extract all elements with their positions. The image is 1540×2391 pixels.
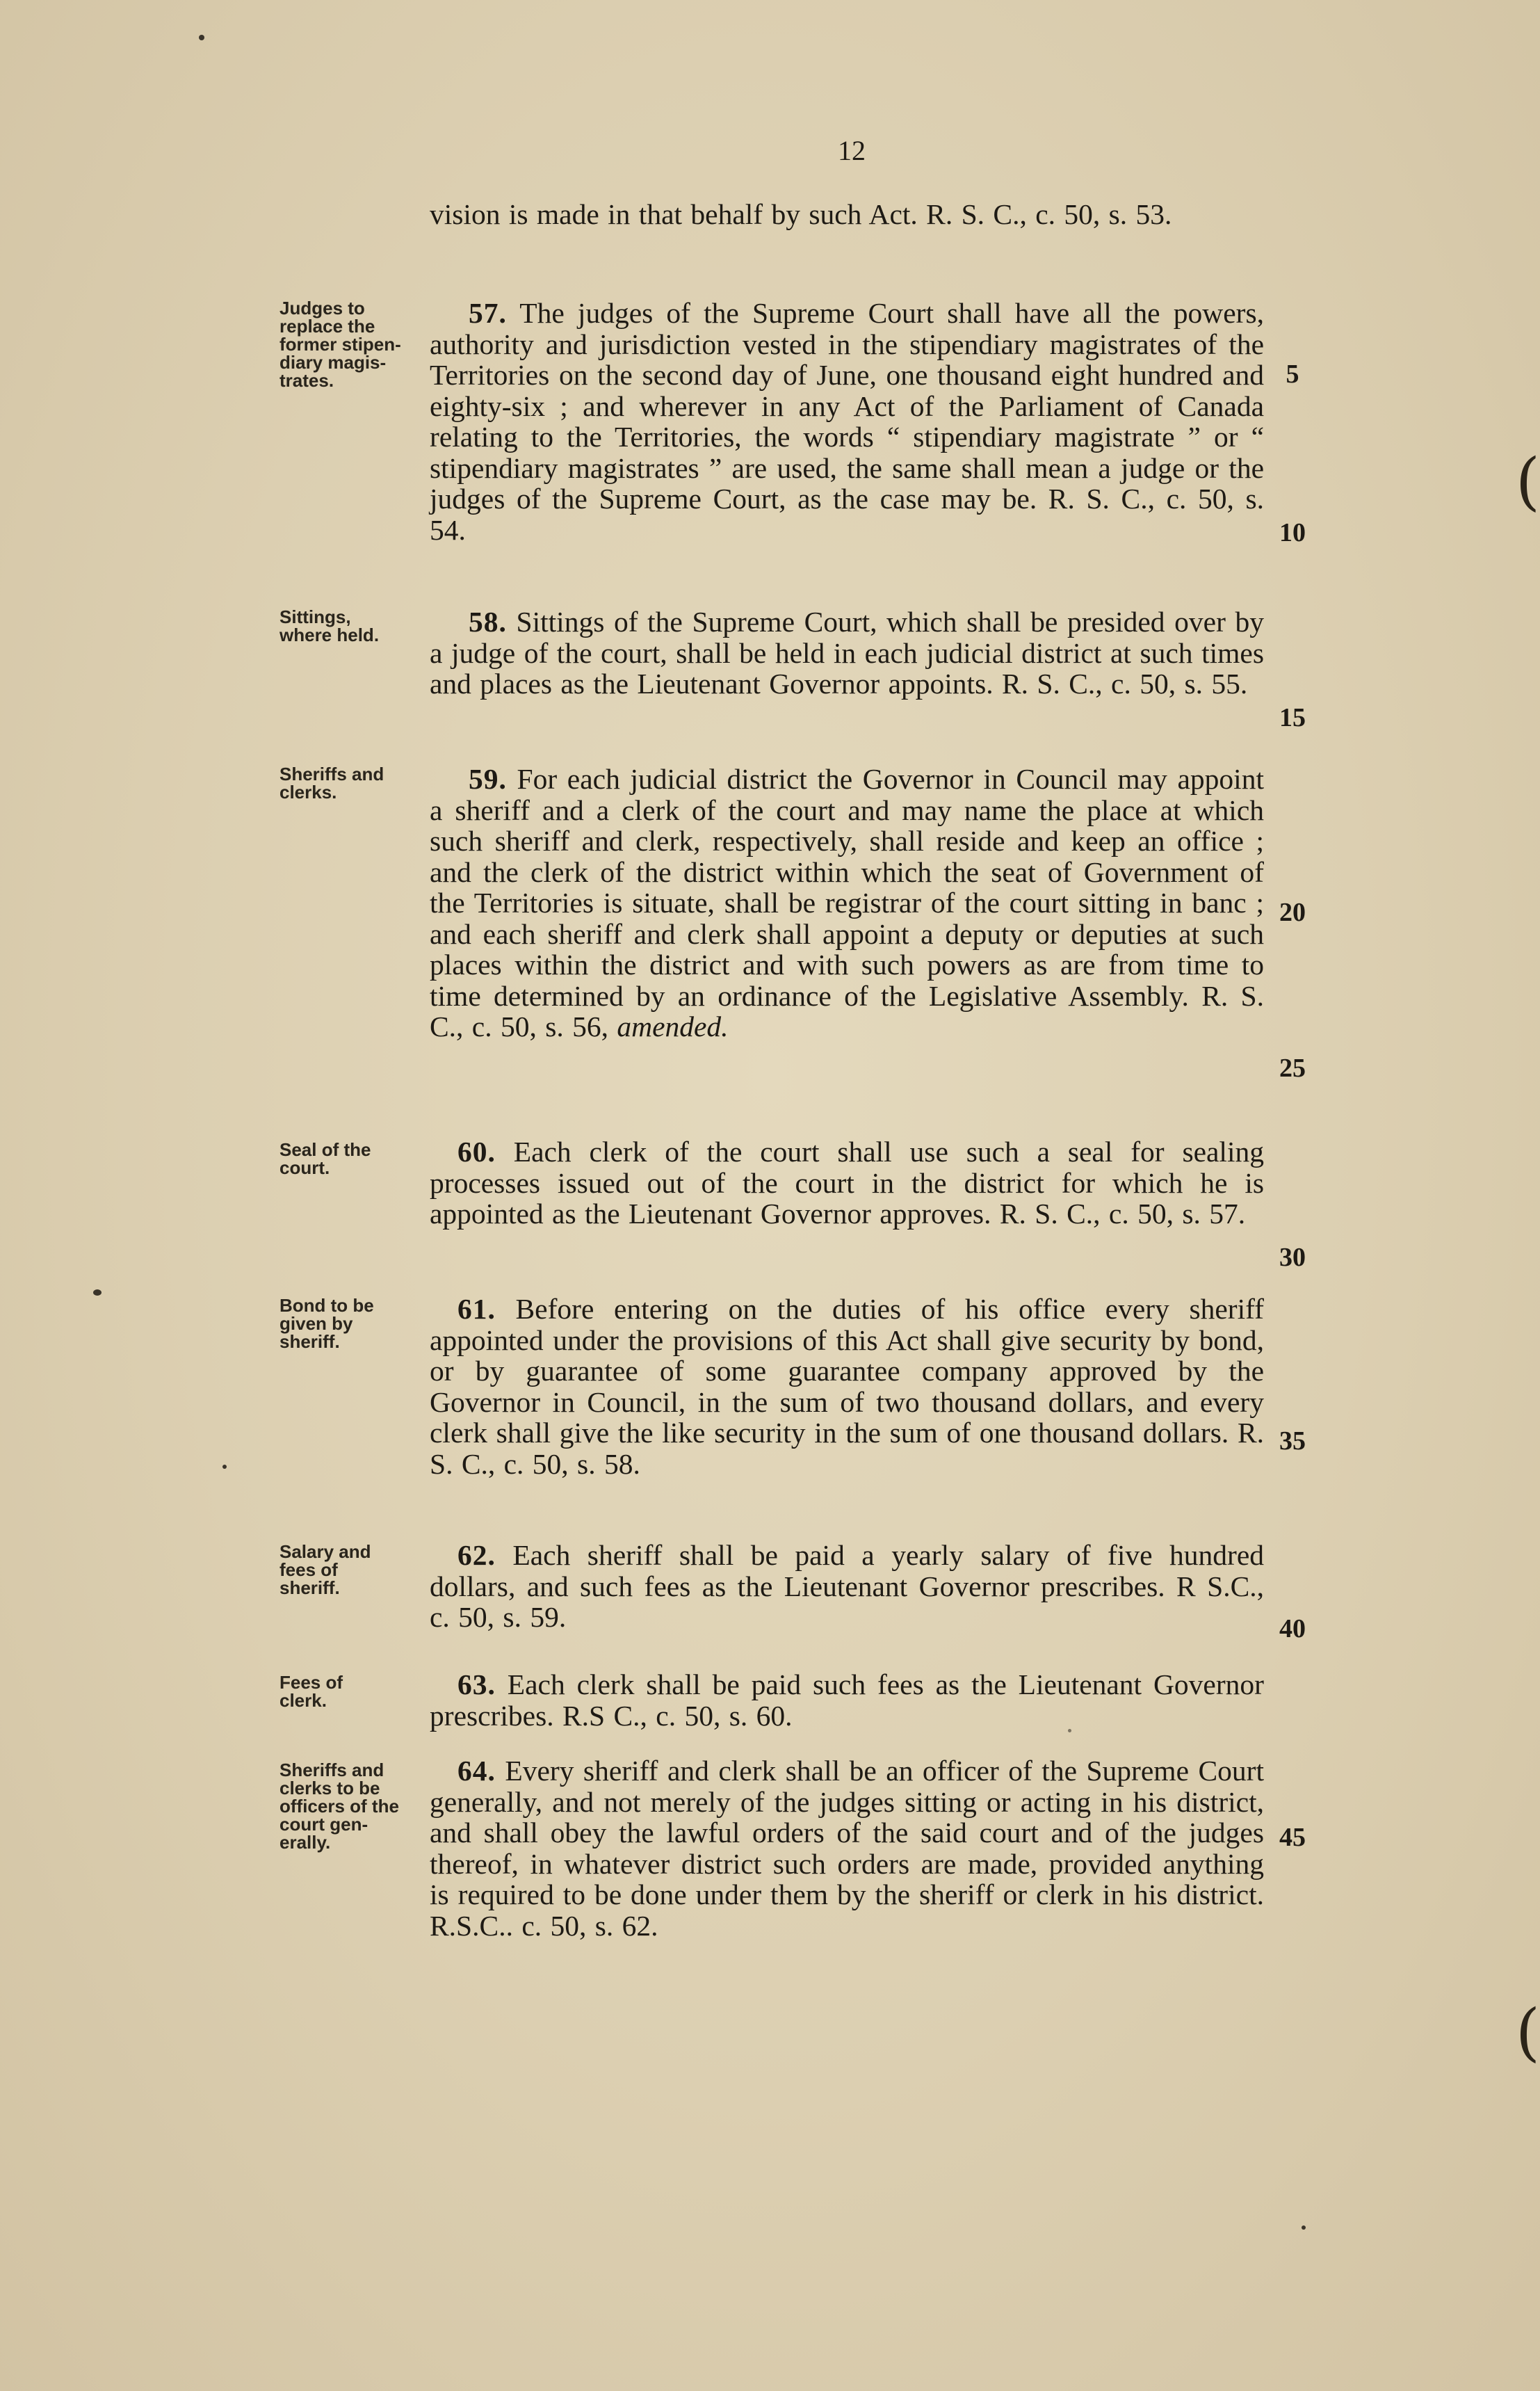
side-note-60: Seal of the court. — [279, 1139, 371, 1178]
side-note-61: Bond to be given by sheriff. — [279, 1295, 374, 1352]
side-note-59: Sheriffs and clerks. — [279, 764, 384, 803]
section-text: Before entering on the duties of his office every sheriff appointed under the provisions of this Act shall give security by bond, or by guarantee of some guarantee company approved by the Governor in Council, in the sum of two thousand dollars, and every clerk shall give the like security in the sum of one thousand dollars. R. S. C., c. 50, s. 58. — [430, 1293, 1265, 1480]
section-57-body — [430, 298, 1264, 545]
section-text: Each clerk shall be paid such fees as the Lieutenant Governor prescribes. R.S C., c. 50, s. 60. — [430, 1668, 1264, 1732]
section-number: 64. — [457, 1755, 496, 1787]
section-number: 61. — [457, 1293, 496, 1325]
continuation-text: vision is made in that behalf by such Act. R. S. C., c. 50, s. 53. — [430, 198, 1172, 230]
section-number: 63. — [457, 1668, 496, 1700]
section-58-body — [430, 606, 1264, 700]
paper-speck — [93, 1289, 102, 1296]
side-note-63: Fees of clerk. — [279, 1672, 343, 1711]
section-text: The judges of the Supreme Court shall have all the powers, authority and jurisdiction vested in the stipendiary magistrates of the Territories on the second day of June, one thousand eight hundred and eighty-six ; and wherever in any Act of the Parliament of Canada relating to the Territories, the words “ stipendiary magistrate ” or “ stipendiary magistrates ” are used, the same shall mean a judge or the judges of the Supreme Court, as the case may be. R. S. C., c. 50, s. 54. — [430, 297, 1264, 546]
page-edge-mark: ( — [1515, 445, 1540, 518]
amended-note: amended. — [617, 1011, 729, 1042]
line-number: 25 — [1279, 1054, 1306, 1083]
section-text: Each clerk of the court shall use such a seal for sealing processes issued out of the court in the district for which he is appointed as the Lieutenant Governor approves. R. S. C., c. 50, s. 57. — [430, 1136, 1264, 1230]
line-number: 30 — [1279, 1243, 1306, 1272]
section-61-body — [430, 1294, 1264, 1479]
section-number: 60. — [457, 1136, 496, 1168]
section-text: For each judicial district the Governor in Council may appoint a sheriff and a clerk of the court and may name the place at which such sheriff and clerk, respectively, shall reside and keep an office ; and the clerk of the district within which the seat of Government of the Territories is situate, shall be registrar of the court sitting in banc ; and each sheriff and clerk shall appoint a deputy or deputies at such places within the district and with such powers as are from time to time determined by an ordinance of the Legislative Assembly. R. S. C., c. 50, s. 56, — [430, 763, 1264, 1042]
section-text: Sittings of the Supreme Court, which shall be presided over by a judge of the court, shall be held in each judicial district at such times and places as the Lieutenant Governor appoints. R. S. C., c. 50, s. 55. — [430, 606, 1265, 700]
section-number: 58. — [469, 606, 507, 638]
section-63-body — [430, 1669, 1264, 1731]
paper-speck — [1068, 1729, 1071, 1732]
section-62-body — [430, 1540, 1264, 1633]
paper-speck — [199, 35, 204, 40]
section-60-body — [430, 1136, 1264, 1230]
section-number: 57. — [469, 297, 507, 329]
line-number: 45 — [1279, 1823, 1306, 1852]
line-number: 40 — [1279, 1614, 1306, 1643]
paper-speck — [1302, 2225, 1306, 2230]
section-number: 59. — [469, 763, 507, 795]
section-59-body — [430, 764, 1264, 1042]
line-number: 10 — [1279, 518, 1306, 547]
side-note-64: Sheriffs and clerks to be officers of the court gen- erally. — [279, 1760, 399, 1853]
line-number: 15 — [1279, 703, 1306, 732]
line-number: 35 — [1279, 1426, 1306, 1456]
section-number: 62. — [457, 1539, 496, 1571]
section-text: Every sheriff and clerk shall be an officer of the Supreme Court generally, and not merely of the judges sitting or acting in his district, and shall obey the lawful orders of the said court and of the judges thereof, in whatever district such orders are made, provided anything is required to be done under them by the sheriff or clerk in his district. R.S.C.. c. 50, s. 62. — [430, 1755, 1264, 1942]
paper-speck — [222, 1465, 227, 1469]
side-note-62: Salary and fees of sheriff. — [279, 1541, 371, 1598]
line-number: 5 — [1286, 360, 1299, 389]
side-note-57: Judges to replace the former stipen- diary magis- trates. — [279, 298, 401, 391]
section-64-body — [430, 1755, 1264, 1941]
page-edge-mark: ( — [1515, 1996, 1540, 2069]
page-number: 12 — [838, 135, 866, 166]
line-number: 20 — [1279, 898, 1306, 927]
section-text: Each sheriff shall be paid a yearly salary of five hundred dollars, and such fees as the Lieutenant Governor prescribes. R S.C., c. 50, s. 59. — [430, 1539, 1265, 1633]
side-note-58: Sittings, where held. — [279, 606, 380, 645]
